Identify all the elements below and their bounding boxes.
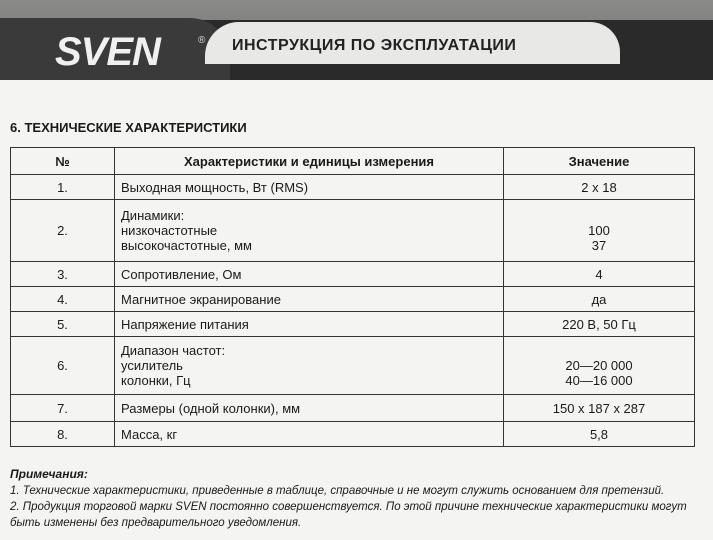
label-line: колонки, Гц [121, 373, 191, 388]
col-characteristic: Характеристики и единицы измерения [115, 148, 504, 175]
value-line: 220 В, 50 Гц [562, 316, 636, 332]
table-header-row [11, 148, 695, 175]
row-value [504, 262, 695, 287]
specs-table [10, 147, 695, 447]
table-row [11, 287, 695, 312]
row-number: 6. [11, 337, 115, 395]
note-1: 1. Технические характеристики, приведенные в таблице, справочные и не могут служить основанием для претензий. [10, 485, 665, 497]
col-value: Значение [504, 148, 695, 175]
table-row [11, 337, 695, 395]
row-label [115, 312, 504, 337]
row-value [504, 312, 695, 337]
label-line: Выходная мощность, Вт (RMS) [121, 179, 309, 195]
row-value [504, 337, 695, 395]
row-label [115, 395, 504, 422]
row-label [115, 287, 504, 312]
table-row [11, 262, 695, 287]
table-row [11, 395, 695, 422]
row-label [115, 175, 504, 200]
table-row [11, 200, 695, 262]
value-line: 100 [588, 223, 610, 238]
label-line: низкочастотные [121, 223, 218, 238]
value-line: 37 [591, 238, 607, 253]
value-line: 2 x 18 [581, 179, 617, 195]
row-label [115, 200, 504, 262]
label-line: Динамики: [121, 208, 185, 223]
row-number: 7. [11, 395, 115, 422]
value-line: 4 [595, 266, 603, 282]
label-line: Диапазон частот: [121, 343, 226, 358]
note-2: 2. Продукция торговой марки SVEN постоянно совершенствуется. По этой причине технические характеристики могут быть изменены без предварительного уведомления. [10, 501, 687, 529]
sven-logo: SVEN [55, 30, 160, 74]
label-line: усилитель [121, 358, 183, 373]
label-line: Магнитное экранирование [121, 291, 281, 307]
row-number: 5. [11, 312, 115, 337]
table-row [11, 175, 695, 200]
row-label [115, 262, 504, 287]
label-line: Сопротивление, Ом [121, 266, 242, 282]
notes [10, 466, 713, 531]
value-line: 5,8 [589, 426, 609, 442]
document-title: ИНСТРУКЦИЯ ПО ЭКСПЛУАТАЦИИ [232, 37, 517, 54]
table-row [11, 312, 695, 337]
value-line: 150 x 187 x 287 [552, 400, 646, 416]
row-label [115, 422, 504, 447]
value-line: да [591, 291, 607, 307]
table-row [11, 422, 695, 447]
row-number: 1. [11, 175, 115, 200]
notes-title: Примечания: [10, 467, 88, 481]
row-number: 2. [11, 200, 115, 262]
label-line: Масса, кг [121, 426, 178, 442]
row-number: 3. [11, 262, 115, 287]
value-line: 40—16 000 [565, 373, 633, 388]
row-label [115, 337, 504, 395]
row-value [504, 287, 695, 312]
row-value [504, 175, 695, 200]
registered-mark: ® [198, 35, 206, 46]
row-number: 8. [11, 422, 115, 447]
label-line: высокочастотные, мм [121, 238, 252, 253]
col-number: № [11, 148, 115, 175]
row-value [504, 395, 695, 422]
row-value [504, 200, 695, 262]
section-title: 6. ТЕХНИЧЕСКИЕ ХАРАКТЕРИСТИКИ [10, 120, 247, 135]
row-value [504, 422, 695, 447]
row-number: 4. [11, 287, 115, 312]
label-line: Напряжение питания [121, 316, 249, 332]
label-line: Размеры (одной колонки), мм [121, 400, 301, 416]
value-line: 20—20 000 [565, 358, 633, 373]
